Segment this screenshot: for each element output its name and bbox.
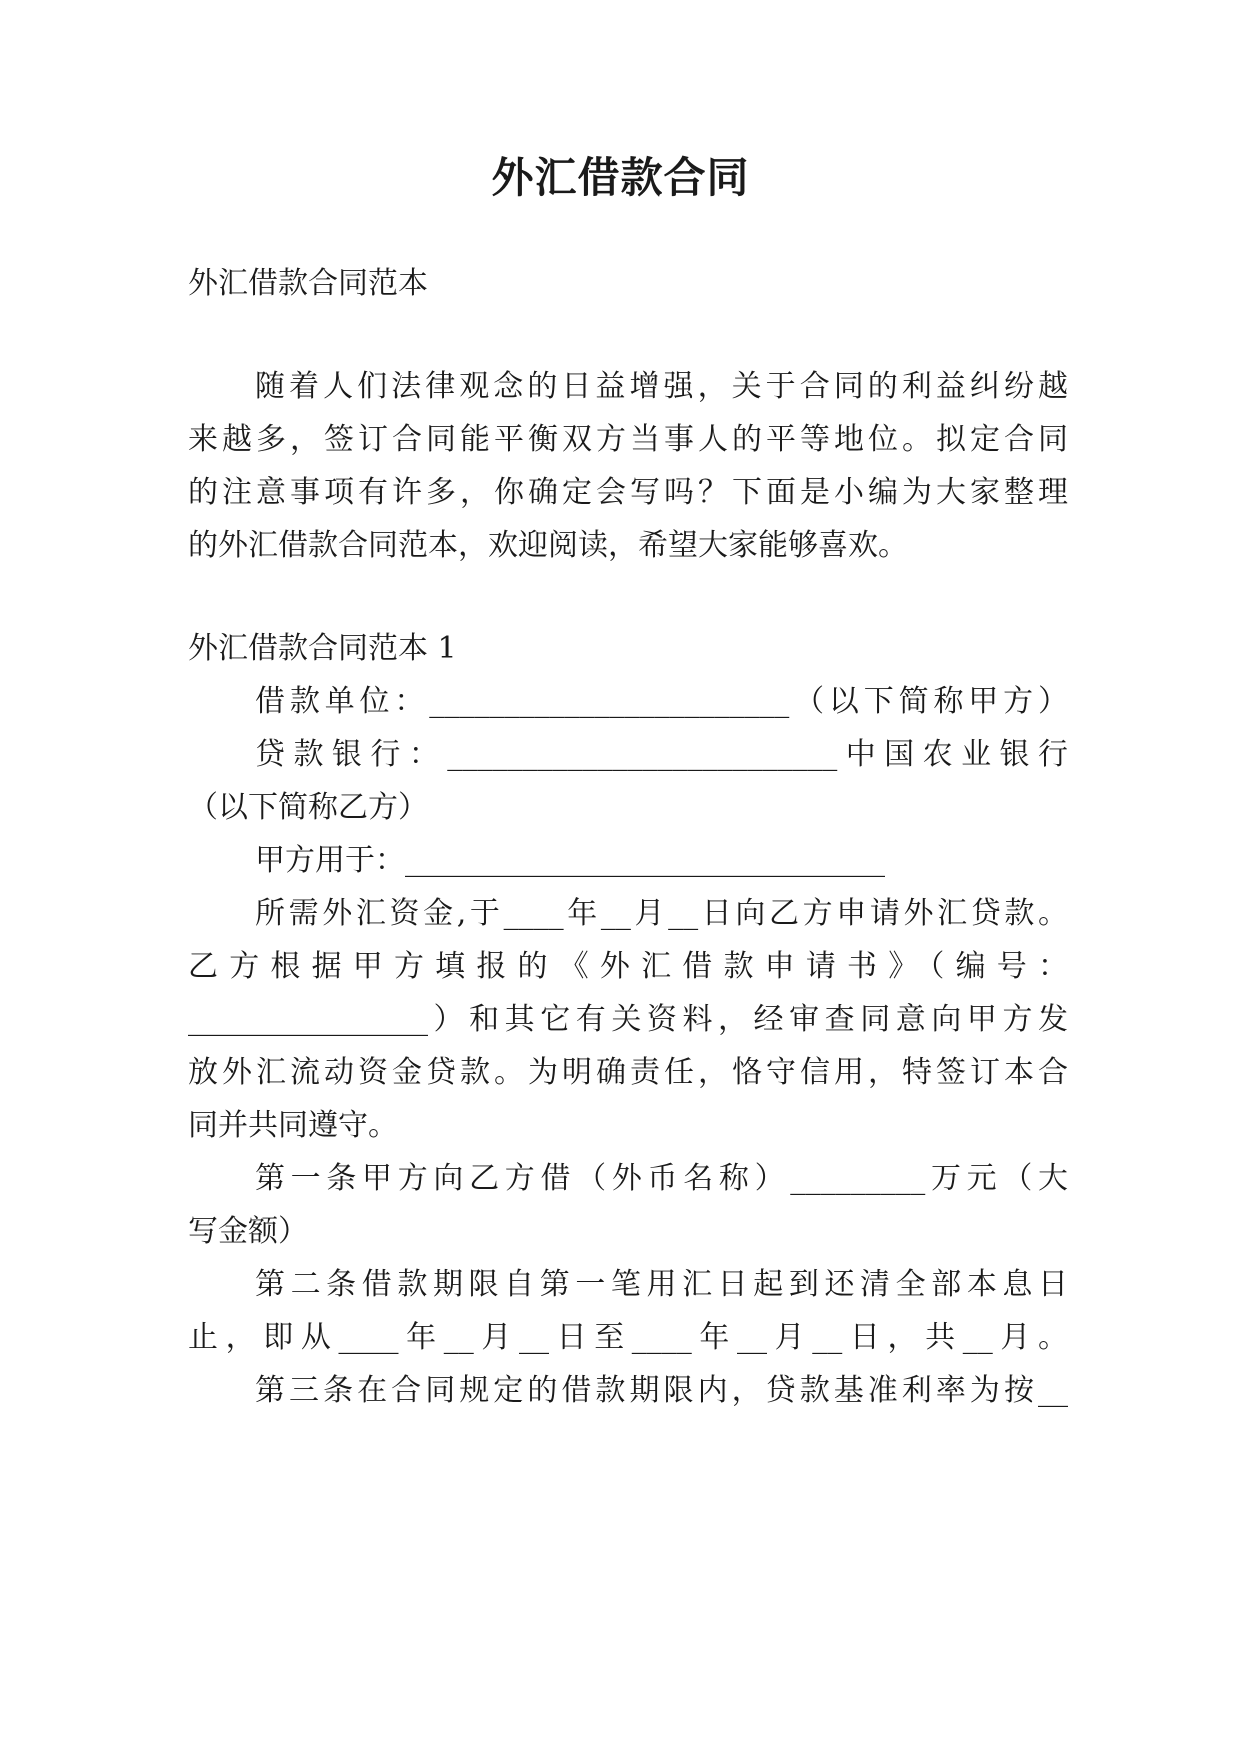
body-line: （以下简称乙方） <box>188 790 428 825</box>
document-title: 外汇借款合同 <box>491 153 750 202</box>
article-1-line: 写金额） <box>188 1214 308 1249</box>
body-line: 乙方根据甲方填报的《外汇借款申请书》（编号： <box>188 949 1068 984</box>
body-line-purpose: 甲方用于：________________________________ <box>255 843 885 878</box>
body-line-borrower: 借款单位：________________________（以下简称甲方） <box>255 684 1068 719</box>
body-line: 同并共同遵守。 <box>188 1108 398 1143</box>
intro-line: 的外汇借款合同范本，欢迎阅读，希望大家能够喜欢。 <box>188 528 908 563</box>
body-line: ________________）和其它有关资料，经审查同意向甲方发 <box>188 1002 1068 1037</box>
article-2-line: 止，即从____年__月__日至____年__月__日，共__月。 <box>188 1320 1068 1355</box>
body-line: 所需外汇资金,于____年__月__日向乙方申请外汇贷款。 <box>255 896 1068 931</box>
intro-line: 来越多，签订合同能平衡双方当事人的平等地位。拟定合同 <box>188 422 1068 457</box>
article-2-line: 第二条借款期限自第一笔用汇日起到还清全部本息日 <box>255 1267 1068 1302</box>
intro-line: 随着人们法律观念的日益增强，关于合同的利益纠纷越 <box>255 369 1068 404</box>
document-subtitle: 外汇借款合同范本 <box>188 266 428 301</box>
body-line-lender: 贷款银行：__________________________中国农业银行 <box>255 737 1068 772</box>
intro-line: 的注意事项有许多，你确定会写吗？下面是小编为大家整理 <box>188 475 1068 510</box>
article-1-line: 第一条甲方向乙方借（外币名称）_________万元（大 <box>255 1161 1068 1196</box>
section-heading: 外汇借款合同范本 1 <box>188 631 457 666</box>
article-3-line: 第三条在合同规定的借款期限内，贷款基准利率为按__ <box>255 1373 1068 1408</box>
body-line: 放外汇流动资金贷款。为明确责任，恪守信用，特签订本合 <box>188 1055 1068 1090</box>
